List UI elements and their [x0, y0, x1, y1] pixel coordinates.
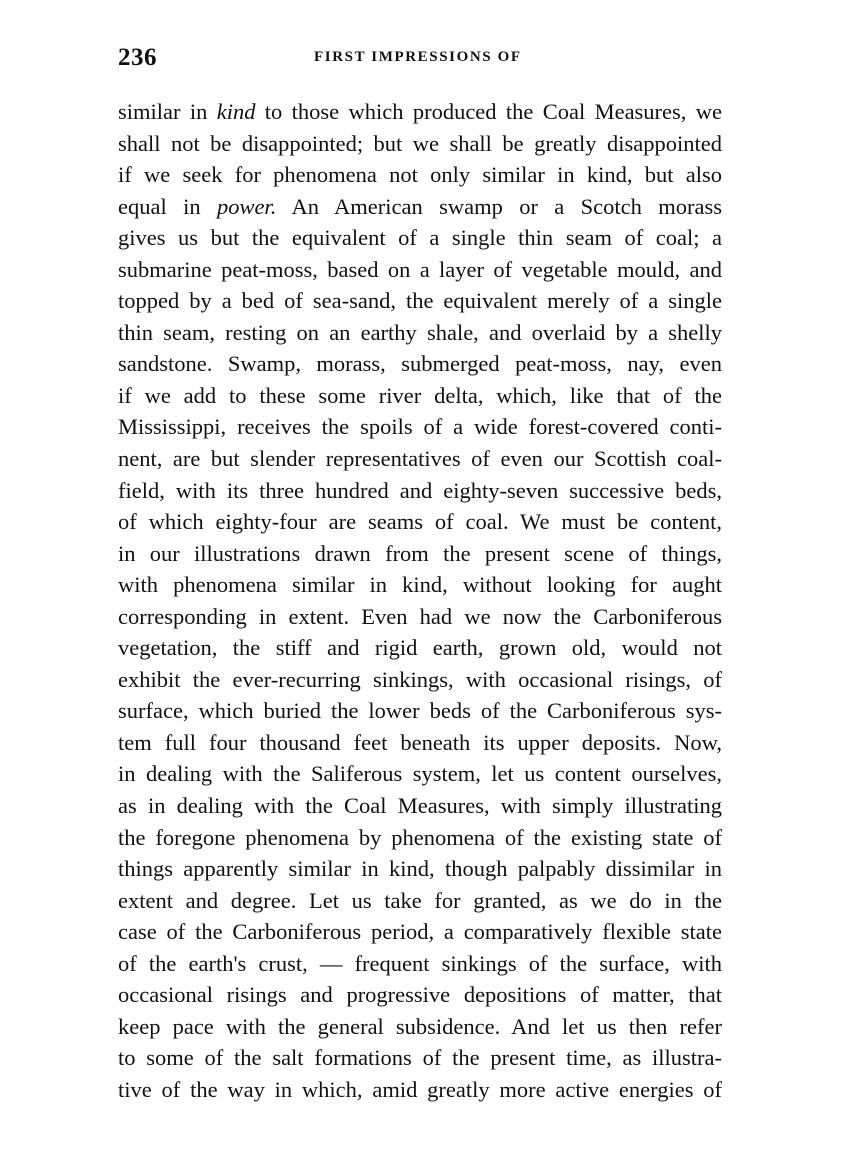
running-head: [118, 44, 726, 74]
text-segment: of the earth's crust, — frequent sinkings of the surface, with: [118, 950, 722, 976]
text-line: [118, 254, 722, 286]
text-line: [118, 1011, 722, 1043]
text-segment: An American swamp or a Scotch morass: [276, 193, 722, 219]
text-segment: shall not be disappointed; but we shall be greatly disappointed: [118, 130, 722, 156]
text-line: [118, 191, 722, 223]
text-segment: exhibit the ever-recurring sinkings, with occasional risings, of: [118, 666, 722, 692]
text-line: [118, 285, 722, 317]
text-segment: field, with its three hundred and eighty-seven successive beds,: [118, 477, 722, 503]
text-segment: topped by a bed of sea-sand, the equivalent merely of a single: [118, 288, 722, 314]
text-segment: keep pace with the general subsidence. And let us then refer: [118, 1013, 722, 1039]
text-line: [118, 601, 722, 633]
italic-text: kind: [216, 99, 256, 124]
text-segment: extent and degree. Let us take for granted, as we do in the: [118, 887, 722, 913]
text-line: [118, 348, 722, 380]
text-line: [118, 1074, 722, 1106]
running-title: FIRST IMPRESSIONS OF: [314, 49, 522, 65]
text-segment: in dealing with the Saliferous system, let us content ourselves,: [118, 761, 722, 787]
text-segment: case of the Carboniferous period, a comparatively flexible state: [118, 919, 722, 945]
text-segment: gives us but the equivalent of a single thin seam of coal; a: [118, 225, 722, 251]
text-line: [118, 222, 722, 254]
text-segment: submarine peat-moss, based on a layer of vegetable mould, and: [118, 256, 722, 282]
page-number: 236: [118, 44, 157, 71]
text-line: [118, 475, 722, 507]
text-line: [118, 853, 722, 885]
text-line: [118, 948, 722, 980]
text-line: [118, 758, 722, 790]
text-segment: in our illustrations drawn from the present scene of things,: [118, 540, 722, 566]
text-line: [118, 411, 722, 443]
text-line: [118, 317, 722, 349]
text-segment: as in dealing with the Coal Measures, with simply illustrating: [118, 793, 722, 819]
text-line: [118, 96, 722, 128]
text-segment: corresponding in extent. Even had we now the Carboniferous: [118, 603, 722, 629]
text-line: [118, 128, 722, 160]
text-segment: nent, are but slender representatives of even our Scottish coal-: [118, 446, 722, 472]
text-line: [118, 822, 722, 854]
italic-text: power.: [216, 193, 277, 219]
text-segment: if we seek for phenomena not only similar in kind, but also: [118, 162, 722, 188]
text-segment: the foregone phenomena by phenomena of the existing state of: [118, 824, 722, 850]
text-segment: similar in: [118, 99, 217, 124]
text-line: [118, 916, 722, 948]
text-segment: sandstone. Swamp, morass, submerged peat-moss, nay, even: [118, 351, 722, 377]
text-segment: surface, which buried the lower beds of the Carboniferous sys-: [118, 698, 722, 724]
text-line: [118, 695, 722, 727]
text-segment: tive of the way in which, amid greatly more active energies of: [118, 1076, 722, 1102]
text-line: [118, 790, 722, 822]
text-line: [118, 380, 722, 412]
text-line: [118, 538, 722, 570]
text-segment: Mississippi, receives the spoils of a wide forest-covered conti-: [118, 414, 722, 440]
text-segment: equal in: [118, 193, 217, 219]
text-line: [118, 569, 722, 601]
text-segment: things apparently similar in kind, though palpably dissimilar in: [118, 856, 722, 882]
text-line: [118, 1042, 722, 1074]
text-segment: to those which produced the Coal Measures, we: [255, 99, 723, 124]
text-line: [118, 979, 722, 1011]
text-segment: occasional risings and progressive depositions of matter, that: [118, 982, 722, 1008]
text-segment: thin seam, resting on an earthy shale, and overlaid by a shelly: [118, 319, 722, 345]
text-line: [118, 443, 722, 475]
text-line: [118, 727, 722, 759]
text-segment: of which eighty-four are seams of coal. We must be content,: [118, 509, 722, 535]
text-segment: tem full four thousand feet beneath its upper deposits. Now,: [118, 729, 722, 755]
text-line: [118, 885, 722, 917]
text-segment: vegetation, the stiff and rigid earth, grown old, would not: [118, 635, 722, 661]
body-text: [118, 96, 722, 1106]
text-segment: if we add to these some river delta, which, like that of the: [118, 382, 722, 408]
text-segment: with phenomena similar in kind, without looking for aught: [118, 572, 722, 598]
text-segment: to some of the salt formations of the present time, as illustra-: [118, 1045, 722, 1071]
text-line: [118, 159, 722, 191]
text-line: [118, 506, 722, 538]
text-line: [118, 664, 722, 696]
text-line: [118, 632, 722, 664]
